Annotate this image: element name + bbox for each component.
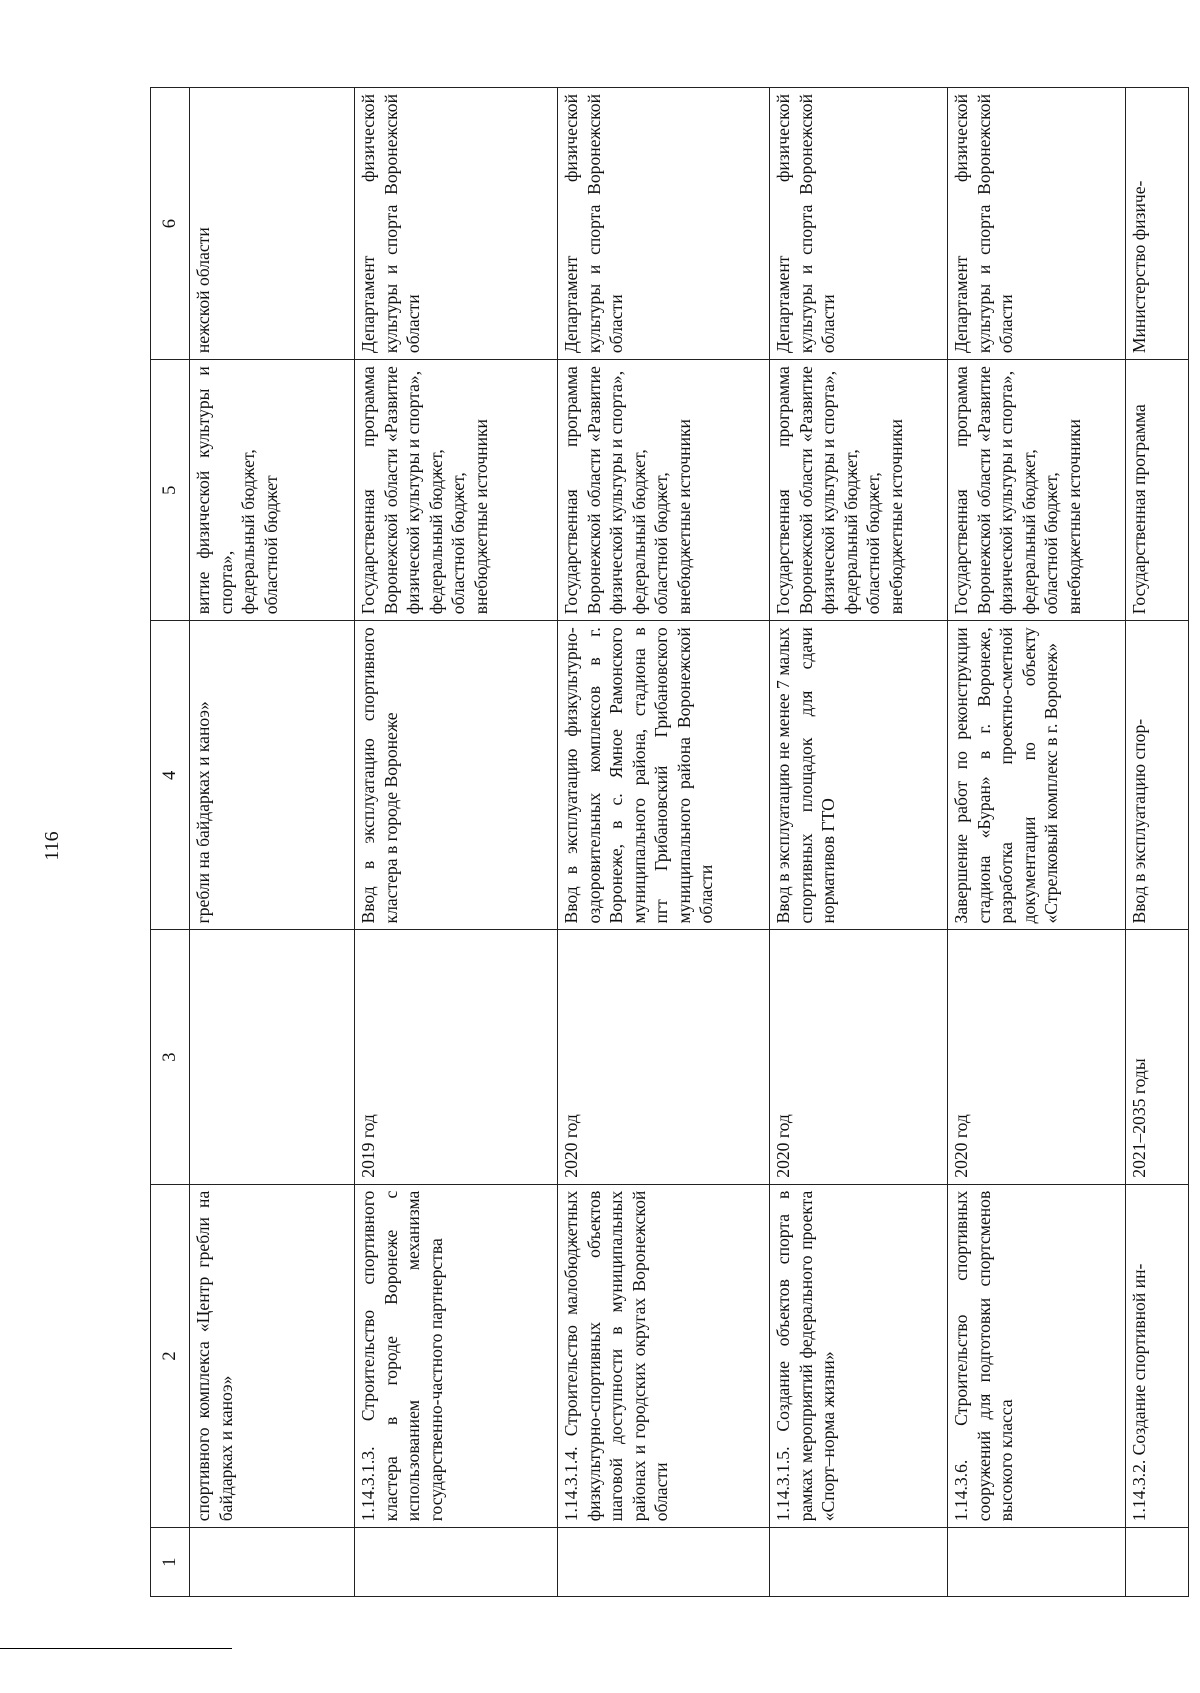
cell-col-1 — [558, 1528, 770, 1597]
rotated-table-canvas — [150, 87, 1149, 1597]
cell-col-2: 1.14.3.1.5. Создание объектов спорта в рамках мероприятий федерального проекта «Спорт–норма жизни» — [770, 1184, 948, 1528]
cell-col-3: 2020 год — [948, 930, 1126, 1184]
cell-col-4: Ввод в эксплуатацию физкультурно-оздоровительных комплексов в г. Воронеже, в с. Ямное Рамонского муниципального района, стадиона в пгт Грибановский Грибановского муниципального района Воронежской области — [558, 621, 770, 930]
funding-source-line: Государственная программа Воронежской области «Развитие физической культуры и спорта», — [951, 366, 1016, 615]
funding-source-line: внебюджетные источники — [673, 419, 694, 615]
cell-col-5 — [355, 360, 558, 621]
cell-col-2: спортивного комплекса «Центр гребли на байдарках и каноэ» — [190, 1184, 355, 1528]
cell-col-4: Ввод в эксплуатацию спор- — [1126, 621, 1189, 930]
page-number: 116 — [41, 831, 63, 861]
funding-source-line: областной бюджет, — [651, 472, 671, 615]
cell-col-6: Департамент физической культуры и спорта Воронежской области — [558, 88, 770, 360]
col-header-5: 5 — [151, 360, 190, 621]
cell-col-1 — [190, 1528, 355, 1597]
cell-col-6: Департамент физической культуры и спорта Воронежской области — [770, 88, 948, 360]
funding-source-line: витие физической культуры и спорта», — [193, 366, 236, 615]
cell-col-4: Ввод в эксплуатацию спортивного кластера в городе Воронеже — [355, 621, 558, 930]
cell-col-3: 2020 год — [558, 930, 770, 1184]
cell-col-6: Департамент физической культуры и спорта Воронежской области — [355, 88, 558, 360]
funding-source-line: Государственная программа Воронежской области «Развитие физической культуры и спорта», — [773, 366, 838, 615]
cell-col-2: 1.14.3.6. Строительство спортивных сооружений для подготовки спортсменов высокого класса — [948, 1184, 1126, 1528]
funding-source-line: областной бюджет, — [863, 472, 883, 615]
col-header-1: 1 — [151, 1528, 190, 1597]
cell-col-5 — [948, 360, 1126, 621]
funding-source-line: Государственная программа — [1129, 404, 1149, 615]
funding-source-line: Государственная программа Воронежской области «Развитие физической культуры и спорта», — [561, 366, 626, 615]
funding-source-line: федеральный бюджет, — [840, 449, 861, 615]
cell-col-1 — [770, 1528, 948, 1597]
cell-col-1 — [948, 1528, 1126, 1597]
cell-col-6: нежской области — [190, 88, 355, 360]
cell-col-4: Завершение работ по реконструкции стадиона «Буран» в г. Воронеже, разработка проектно-сметной документации по объекту «Стрелковый комплекс в г. Воронеж» — [948, 621, 1126, 930]
cell-col-5 — [558, 360, 770, 621]
cell-col-1 — [1126, 1528, 1189, 1597]
cell-col-5 — [1126, 360, 1189, 621]
measures-table — [150, 87, 1189, 1597]
funding-source-line: областной бюджет, — [448, 472, 468, 615]
table-row — [558, 88, 770, 1597]
col-header-2: 2 — [151, 1184, 190, 1528]
table-row — [355, 88, 558, 1597]
funding-source-line: федеральный бюджет, — [1018, 449, 1039, 615]
funding-source-line: федеральный бюджет, — [238, 449, 258, 615]
funding-source-line: областной бюджет, — [1041, 472, 1061, 615]
column-number-row — [151, 88, 190, 1597]
funding-source-line: федеральный бюджет, — [628, 449, 649, 615]
cell-col-2: 1.14.3.1.3. Строительство спортивного кластера в городе Воронеже с использованием механизма государственно-частного партнерства — [355, 1184, 558, 1528]
funding-source-line: внебюджетные источники — [470, 419, 491, 615]
cell-col-4: гребли на байдарках и каноэ» — [190, 621, 355, 930]
cell-col-5 — [770, 360, 948, 621]
cell-col-6: Министерство физиче- — [1126, 88, 1189, 360]
cell-col-5 — [190, 360, 355, 621]
cell-col-2: 1.14.3.2. Создание спортивной ин- — [1126, 1184, 1189, 1528]
col-header-3: 3 — [151, 930, 190, 1184]
cell-col-3 — [190, 930, 355, 1184]
table-row — [948, 88, 1126, 1597]
col-header-4: 4 — [151, 621, 190, 930]
footer-rule — [0, 1648, 232, 1649]
table-row — [770, 88, 948, 1597]
cell-col-4: Ввод в эксплуатацию не менее 7 малых спортивных площадок для сдачи нормативов ГТО — [770, 621, 948, 930]
cell-col-3: 2021–2035 годы — [1126, 930, 1189, 1184]
table-body — [151, 88, 1189, 1597]
cell-col-6: Департамент физической культуры и спорта Воронежской области — [948, 88, 1126, 360]
cell-col-3: 2019 год — [355, 930, 558, 1184]
cell-col-2: 1.14.3.1.4. Строительство малобюджетных физкультурно-спортивных объектов шаговой доступности в муниципальных районах и городских округах Воронежской области — [558, 1184, 770, 1528]
cell-col-3: 2020 год — [770, 930, 948, 1184]
table-row — [190, 88, 355, 1597]
table-row — [1126, 88, 1189, 1597]
col-header-6: 6 — [151, 88, 190, 360]
funding-source-line: внебюджетные источники — [885, 419, 906, 615]
funding-source-line: Государственная программа Воронежской области «Развитие физической культуры и спорта», — [358, 366, 423, 615]
funding-source-line: областной бюджет — [260, 475, 281, 615]
cell-col-1 — [355, 1528, 558, 1597]
funding-source-line: федеральный бюджет, — [425, 449, 446, 615]
funding-source-line: внебюджетные источники — [1063, 419, 1084, 615]
